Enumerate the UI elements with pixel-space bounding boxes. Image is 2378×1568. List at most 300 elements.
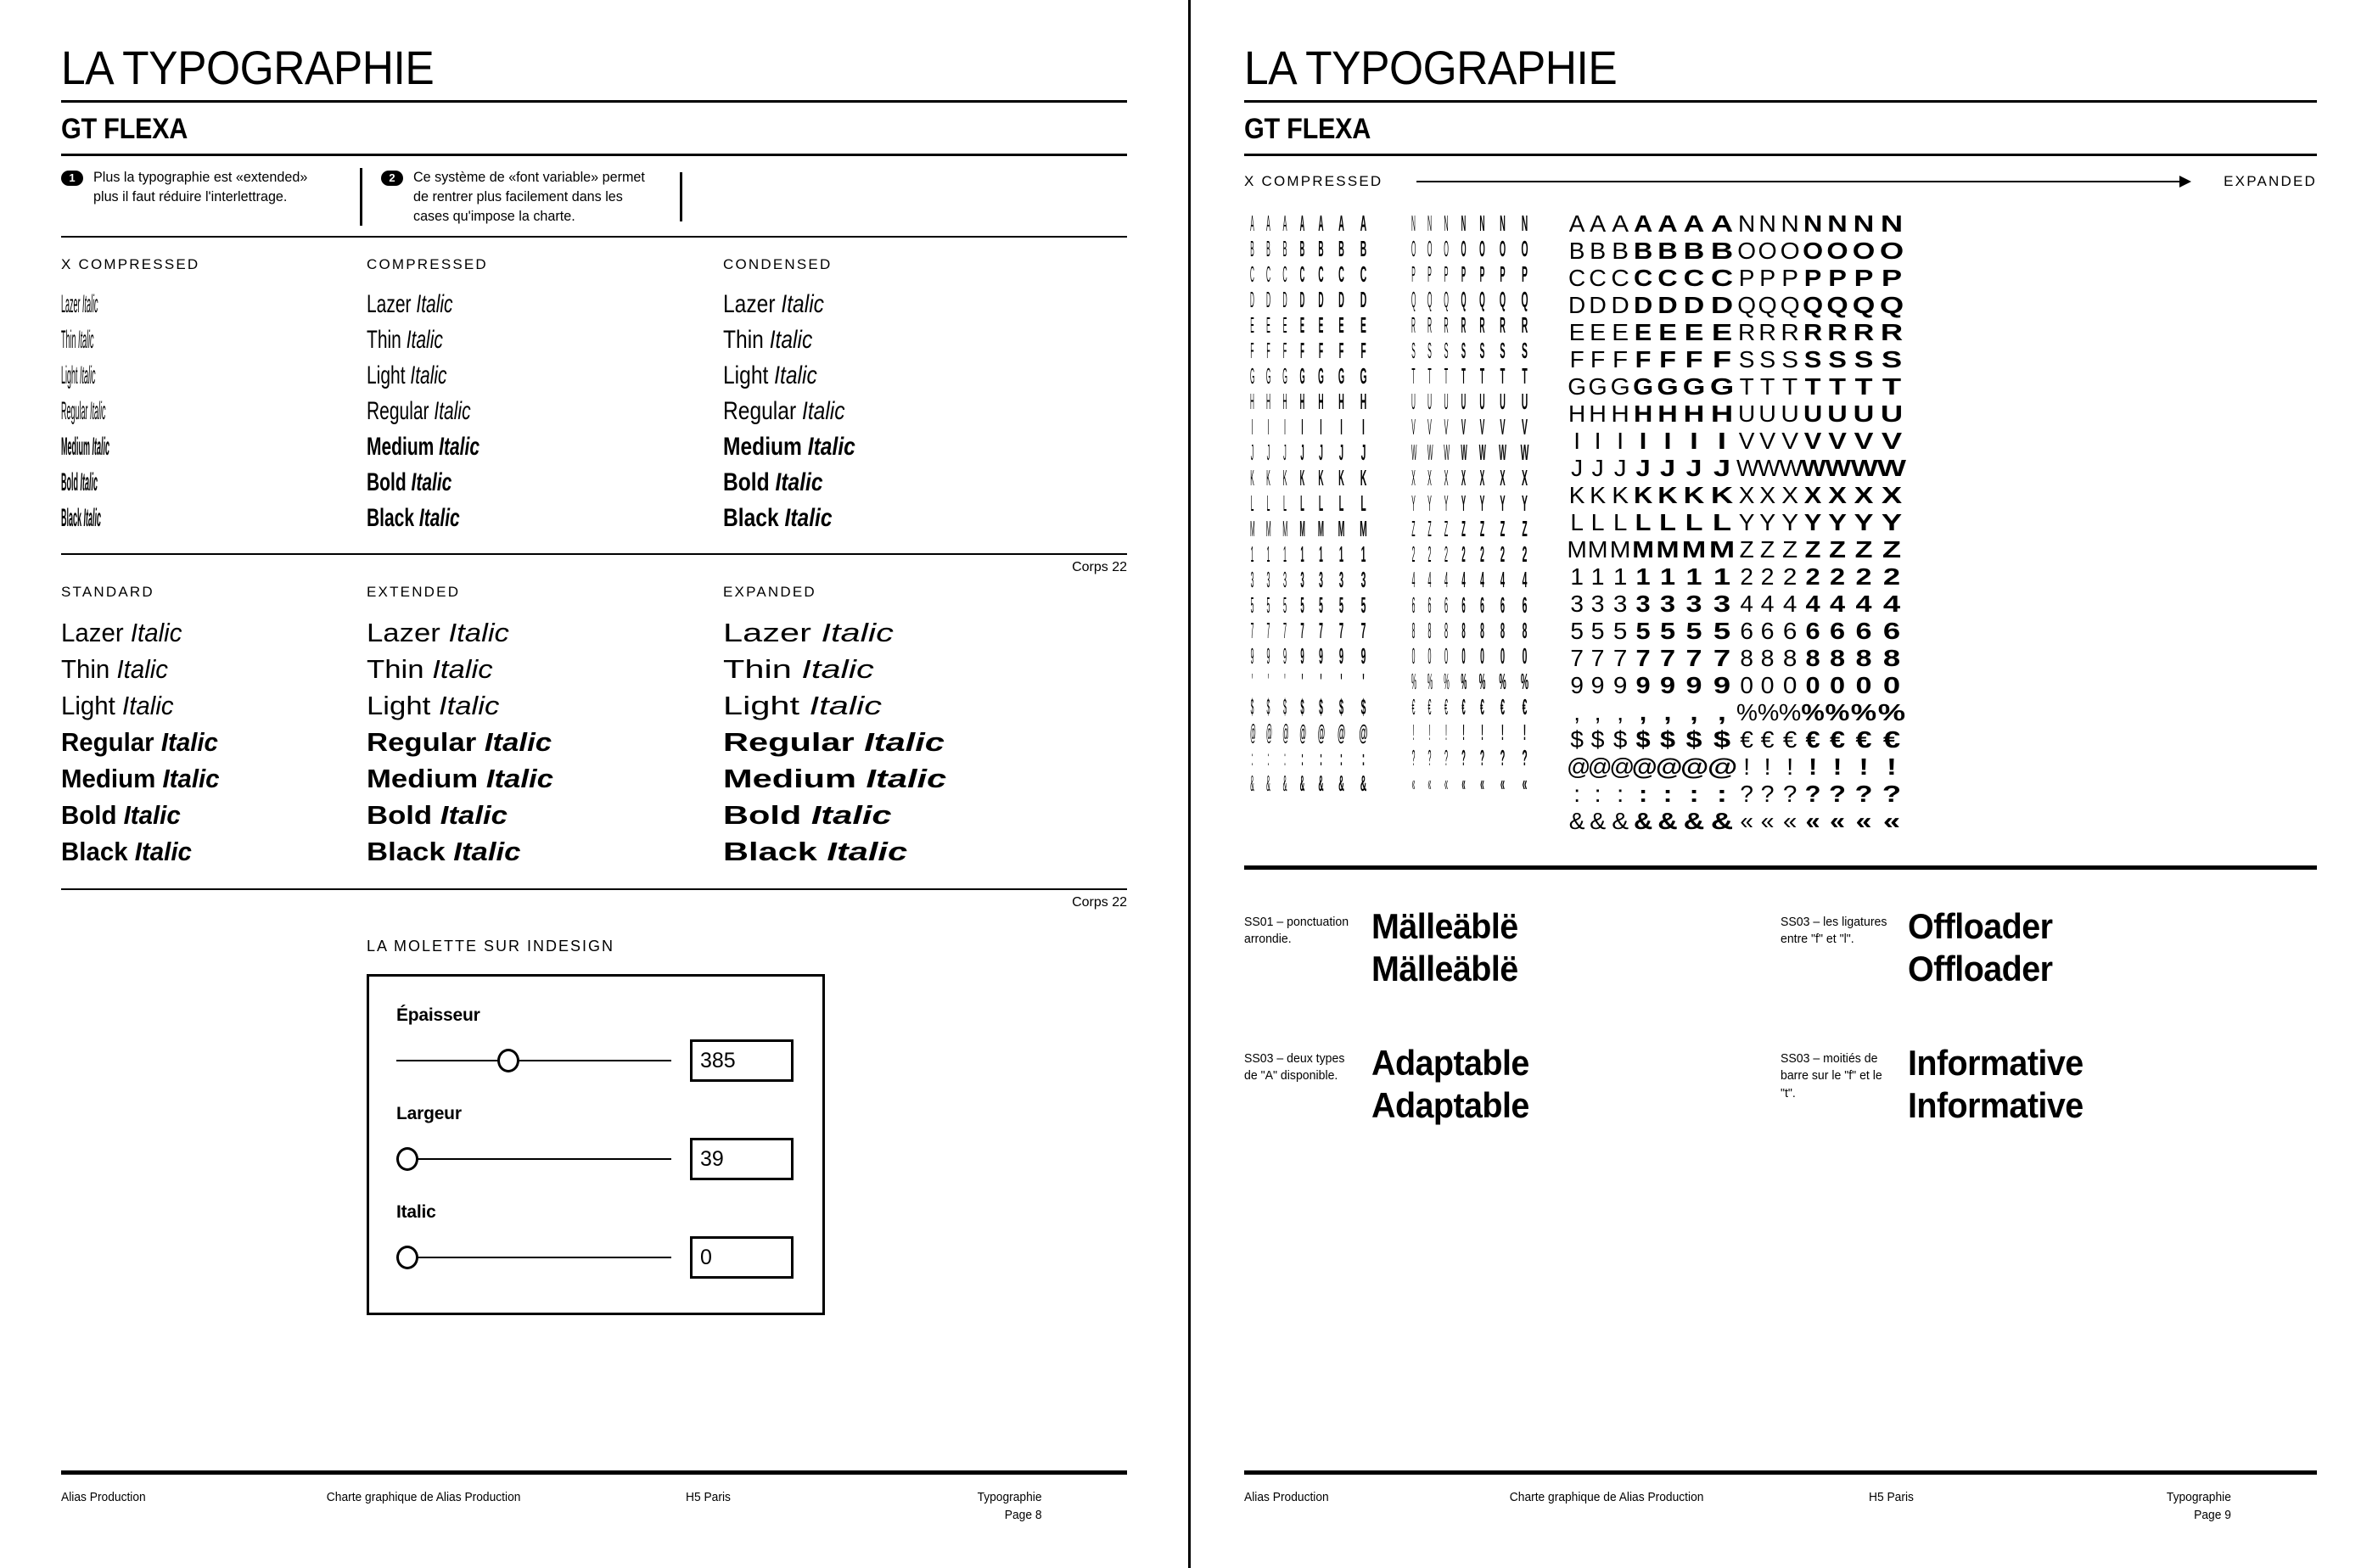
glyph-sample: & — [1633, 808, 1652, 834]
style-sample-row — [61, 656, 351, 692]
style-sample-row — [61, 765, 351, 802]
glyph-row — [1567, 266, 1736, 294]
style-sample-row — [723, 434, 1015, 470]
glyph-sample: $ — [1713, 726, 1731, 753]
glyph-sample: X — [1803, 482, 1822, 508]
glyph-sample: J — [1659, 455, 1675, 481]
slider-knob[interactable] — [497, 1049, 519, 1072]
stylistic-sets-grid — [1244, 905, 2317, 1179]
glyph-sample: 1 — [1282, 541, 1287, 567]
glyph-sample: E — [1611, 319, 1629, 345]
style-sample-row — [367, 506, 616, 541]
glyph-sample: O — [1444, 236, 1449, 261]
glyph-sample: 0 — [1480, 643, 1484, 669]
slider-block — [396, 1005, 794, 1104]
style-weight-name: Black — [61, 504, 84, 533]
glyph-sample: 8 — [1461, 618, 1466, 643]
glyph-sample: 0 — [1461, 643, 1466, 669]
glyph-sample: 6 — [1427, 592, 1432, 618]
glyph-sample: Q — [1852, 292, 1876, 318]
glyph-sample: D — [1657, 292, 1678, 318]
glyph-sample: A — [1657, 210, 1678, 237]
footer-page-number: Page 9 — [2194, 1508, 2231, 1522]
glyph-row — [1405, 390, 1567, 416]
style-italic-name: Italic — [775, 468, 823, 497]
glyph-sample: % — [1461, 669, 1467, 694]
glyph-sample: C — [1318, 261, 1324, 287]
glyph-sample: N — [1803, 210, 1822, 237]
glyph-sample: Y — [1522, 490, 1528, 516]
glyph-sample: O — [1780, 238, 1800, 264]
glyph-sample: H — [1299, 389, 1305, 414]
glyph-sample: A — [1360, 210, 1367, 236]
glyph-sample: N — [1853, 210, 1875, 237]
style-italic-name: Italic — [453, 837, 521, 867]
glyph-sample: @ — [1299, 720, 1306, 745]
glyph-sample: O — [1411, 236, 1416, 261]
glyph-sample: G — [1568, 373, 1587, 400]
glyph-sample: J — [1338, 440, 1344, 465]
glyph-sample: T — [1739, 373, 1754, 400]
glyph-sample: ' — [1284, 669, 1286, 694]
glyph-sample: 6 — [1782, 618, 1797, 644]
glyph-sample: 1 — [1300, 541, 1304, 567]
glyph-row — [1244, 772, 1405, 798]
glyph-sample: 8 — [1829, 645, 1845, 671]
style-sample-row — [61, 470, 153, 506]
glyph-sample: A — [1318, 210, 1324, 236]
glyph-sample: € — [1427, 694, 1432, 720]
footer-section — [944, 1488, 1042, 1524]
glyph-sample: 6 — [1480, 592, 1484, 618]
glyph-sample: & — [1657, 808, 1678, 834]
glyph-sample: X — [1479, 465, 1485, 490]
glyph-sample: Q — [1444, 287, 1449, 312]
glyph-row — [1736, 429, 1906, 456]
glyph-sample: Z — [1882, 536, 1902, 563]
glyph-row — [1405, 339, 1567, 365]
style-weight-name: Medium — [723, 764, 867, 794]
glyph-sample: J — [1266, 440, 1270, 465]
glyph-sample: A — [1683, 210, 1705, 237]
style-weight-name: Bold — [367, 800, 440, 831]
style-sample-row — [367, 470, 616, 506]
glyph-sample: V — [1781, 428, 1798, 454]
glyph-sample: D — [1318, 287, 1324, 312]
glyph-sample: R — [1758, 319, 1777, 345]
glyph-sample: U — [1411, 389, 1416, 414]
glyph-sample: & — [1590, 808, 1607, 834]
glyph-sample: D — [1338, 287, 1344, 312]
width-group-a — [61, 238, 1127, 541]
glyph-sample: C — [1299, 261, 1305, 287]
style-italic-name: Italic — [781, 290, 824, 319]
glyph-sample: X — [1427, 465, 1432, 490]
glyph-sample: , — [1690, 699, 1698, 725]
glyph-sample: N — [1780, 210, 1799, 237]
glyph-row — [1405, 747, 1567, 772]
glyph-sample: & — [1568, 808, 1585, 834]
glyph-sample: € — [1782, 726, 1797, 753]
style-italic-name: Italic — [448, 618, 509, 648]
glyph-row — [1567, 728, 1736, 755]
glyph-sample: D — [1710, 292, 1734, 318]
glyph-row — [1567, 348, 1736, 375]
glyph-row — [1405, 314, 1567, 339]
glyph-sample: V — [1522, 414, 1528, 440]
note-1-badge: 1 — [61, 171, 83, 186]
note-2-text: Ce système de «font variable» permet de rentrer plus facilement dans les cases qu'impose la charte. — [413, 169, 645, 224]
corps-label-a: Corps 22 — [1072, 560, 1127, 575]
glyph-sample: F — [1360, 338, 1366, 363]
glyph-sample: E — [1250, 312, 1254, 338]
glyph-sample: J — [1591, 455, 1605, 481]
style-weight-name: Black — [723, 504, 785, 533]
style-italic-name: Italic — [416, 290, 453, 319]
slider-track[interactable] — [396, 1245, 676, 1270]
width-column-standard — [61, 584, 367, 875]
glyph-sample: O — [1802, 238, 1823, 264]
glyph-sample: R — [1521, 312, 1528, 338]
note-1 — [61, 168, 360, 226]
glyph-sample: Z — [1411, 516, 1416, 541]
glyph-sample: 0 — [1855, 672, 1872, 698]
glyph-sample: G — [1588, 373, 1607, 400]
glyph-sample: % — [1499, 669, 1506, 694]
glyph-sample: ! — [1764, 753, 1771, 780]
glyph-sample: Q — [1780, 292, 1800, 318]
page-left — [0, 0, 1188, 1568]
slider-block — [396, 1202, 794, 1284]
glyph-sample: H — [1250, 389, 1254, 414]
glyph-sample: F — [1712, 346, 1732, 372]
glyph-sample: 4 — [1740, 591, 1753, 617]
glyph-sample: « — [1805, 808, 1820, 834]
glyph-sample: L — [1282, 490, 1287, 516]
glyph-sample: V — [1479, 414, 1485, 440]
glyph-sample: O — [1879, 238, 1904, 264]
glyph-sample: 7 — [1266, 618, 1270, 643]
glyph-sample: H — [1683, 400, 1705, 427]
glyph-sample: ! — [1743, 753, 1751, 780]
glyph-sample: 6 — [1882, 618, 1901, 644]
glyph-sample: H — [1282, 389, 1287, 414]
glyph-row — [1244, 670, 1405, 696]
stylistic-set-sample-default: Adaptable — [1371, 1043, 1529, 1084]
glyph-sample: L — [1318, 490, 1324, 516]
glyph-sample: Q — [1521, 287, 1528, 312]
style-weight-name: Bold — [367, 468, 412, 497]
glyph-row — [1567, 212, 1736, 239]
glyph-sample: E — [1360, 312, 1366, 338]
glyph-row — [1405, 670, 1567, 696]
stylistic-set-samples — [1371, 905, 1781, 989]
style-sample-row — [367, 363, 616, 399]
glyph-sample: 1 — [1590, 563, 1605, 590]
glyph-sample: 1 — [1612, 563, 1627, 590]
glyph-sample: ' — [1340, 669, 1343, 694]
glyph-sample: J — [1571, 455, 1584, 481]
glyph-row — [1405, 416, 1567, 441]
glyph-sample: : — [1716, 781, 1728, 807]
glyph-sample: H — [1633, 400, 1652, 427]
glyph-sample: , — [1639, 699, 1647, 725]
style-italic-name: Italic — [434, 397, 471, 426]
glyph-sample: $ — [1338, 694, 1344, 720]
style-italic-name: Italic — [769, 326, 813, 355]
glyph-sample: $ — [1590, 726, 1605, 753]
glyph-sample: 2 — [1500, 541, 1506, 567]
style-italic-name: Italic — [82, 290, 98, 319]
glyph-sample: I — [1639, 428, 1647, 454]
glyph-sample: G — [1318, 363, 1324, 389]
page-footer — [61, 1470, 1127, 1524]
glyph-sample: F — [1612, 346, 1628, 372]
glyph-sample: I — [1690, 428, 1698, 454]
glyph-sample: $ — [1570, 726, 1584, 753]
glyph-sample: ! — [1786, 753, 1793, 780]
page-title: LA TYPOGRAPHIE — [1244, 41, 1618, 94]
glyph-sample: Y — [1444, 490, 1449, 516]
glyph-sample: « — [1855, 808, 1872, 834]
glyph-sample: I — [1616, 428, 1624, 454]
style-sample-row — [367, 838, 766, 875]
glyph-sample: 4 — [1855, 591, 1872, 617]
glyph-sample: S — [1479, 338, 1485, 363]
glyph-sample: Q — [1879, 292, 1904, 318]
glyph-row — [1244, 212, 1405, 238]
glyph-sample: M — [1708, 536, 1736, 563]
glyph-sample: B — [1299, 236, 1305, 261]
glyph-sample: S — [1738, 346, 1755, 372]
glyph-sample: M — [1299, 516, 1305, 541]
glyph-sample: C — [1338, 261, 1344, 287]
glyph-sample: % — [1825, 699, 1850, 725]
glyph-sample: S — [1427, 338, 1432, 363]
glyph-sample: E — [1590, 319, 1607, 345]
slider-track-line — [396, 1257, 671, 1258]
glyph-sample: 6 — [1444, 592, 1449, 618]
style-weight-name: Lazer — [367, 290, 417, 319]
glyph-sample: 3 — [1360, 567, 1366, 592]
slider-value-input[interactable]: 385 — [690, 1039, 794, 1082]
glyph-sample: 5 — [1612, 618, 1627, 644]
glyph-row — [1244, 619, 1405, 645]
glyph-column — [1736, 212, 1906, 837]
glyph-row — [1244, 365, 1405, 390]
glyph-sample: Y — [1411, 490, 1416, 516]
stylistic-set-sample-alternate: Informative — [1908, 1084, 2084, 1125]
glyph-sample: V — [1803, 428, 1822, 454]
notes-end-bar — [680, 172, 682, 221]
glyph-sample: T — [1479, 363, 1485, 389]
glyph-sample: F — [1282, 338, 1287, 363]
glyph-row — [1736, 375, 1906, 402]
glyph-sample: K — [1360, 465, 1367, 490]
glyph-sample: A — [1266, 210, 1270, 236]
glyph-sample: 0 — [1882, 672, 1901, 698]
glyph-sample: 0 — [1427, 643, 1432, 669]
glyph-sample: B — [1266, 236, 1270, 261]
glyph-sample: R — [1827, 319, 1848, 345]
glyph-row — [1736, 538, 1906, 565]
style-sample-row — [367, 802, 766, 838]
glyph-sample: P — [1881, 265, 1903, 291]
glyph-row — [1405, 594, 1567, 619]
glyph-row — [1405, 772, 1567, 798]
glyph-sample: A — [1568, 210, 1585, 237]
glyph-sample: A — [1282, 210, 1287, 236]
glyph-row — [1405, 288, 1567, 314]
glyph-sample: I — [1594, 428, 1601, 454]
glyph-sample: L — [1250, 490, 1254, 516]
style-weight-name: Lazer — [61, 290, 83, 319]
slider-row — [396, 1236, 794, 1279]
glyph-sample: I — [1717, 428, 1727, 454]
glyph-sample: & — [1338, 770, 1344, 796]
glyph-sample: Q — [1427, 287, 1433, 312]
glyph-sample: O — [1521, 236, 1528, 261]
glyph-sample: Q — [1826, 292, 1848, 318]
glyph-sample: Q — [1461, 287, 1467, 312]
stylistic-set-samples — [1371, 1042, 1781, 1126]
glyph-row — [1567, 294, 1736, 321]
glyph-sample: H — [1360, 389, 1367, 414]
glyph-sample: P — [1759, 265, 1776, 291]
glyph-sample: D — [1299, 287, 1305, 312]
glyph-sample: L — [1712, 509, 1732, 535]
glyph-sample: C — [1710, 265, 1734, 291]
glyph-sample: M — [1587, 536, 1608, 563]
glyph-sample: 7 — [1300, 618, 1304, 643]
glyph-row — [1244, 263, 1405, 288]
glyph-sample: ! — [1832, 753, 1842, 780]
glyph-sample: U — [1427, 389, 1433, 414]
style-weight-name: Light — [723, 691, 810, 721]
glyph-sample: , — [1717, 699, 1727, 725]
glyph-row — [1567, 565, 1736, 592]
glyph-sample: X — [1500, 465, 1506, 490]
glyph-sample: 8 — [1855, 645, 1872, 671]
glyph-sample: 3 — [1570, 591, 1584, 617]
stylistic-set-samples — [1908, 905, 2317, 989]
glyph-sample: « — [1500, 770, 1506, 796]
glyph-sample: @ — [1317, 720, 1326, 745]
glyph-sample: 5 — [1659, 618, 1675, 644]
glyph-sample: R — [1479, 312, 1485, 338]
glyph-row — [1405, 263, 1567, 288]
glyph-sample: C — [1683, 265, 1705, 291]
glyph-sample: 2 — [1782, 563, 1797, 590]
slider-track[interactable] — [396, 1146, 676, 1172]
glyph-sample: Y — [1461, 490, 1467, 516]
glyph-sample: 6 — [1740, 618, 1753, 644]
glyph-sample: & — [1318, 770, 1324, 796]
slider-value-input[interactable]: 39 — [690, 1138, 794, 1180]
style-italic-name: Italic — [83, 504, 102, 533]
glyph-sample: K — [1657, 482, 1678, 508]
glyph-sample: € — [1444, 694, 1449, 720]
glyph-row — [1244, 339, 1405, 365]
glyph-sample: P — [1411, 261, 1416, 287]
glyph-sample: V — [1738, 428, 1755, 454]
glyph-sample: 7 — [1590, 645, 1605, 671]
glyph-sample: ' — [1362, 669, 1365, 694]
glyph-column — [1405, 212, 1567, 837]
slider-value-input[interactable]: 0 — [690, 1236, 794, 1279]
style-italic-name: Italic — [801, 654, 874, 685]
glyph-sample: 3 — [1590, 591, 1605, 617]
glyph-sample: ? — [1782, 781, 1797, 807]
glyph-sample: P — [1854, 265, 1874, 291]
glyph-sample: 7 — [1338, 618, 1344, 643]
glyph-sample: W — [1757, 455, 1781, 481]
glyph-sample: 4 — [1782, 591, 1797, 617]
glyph-sample: J — [1635, 455, 1651, 481]
glyph-row — [1736, 212, 1906, 239]
slider-knob[interactable] — [396, 1246, 418, 1269]
glyph-sample: , — [1594, 699, 1601, 725]
glyph-row — [1567, 511, 1736, 538]
glyph-sample: ? — [1882, 781, 1902, 807]
glyph-sample: : — [1573, 781, 1581, 807]
glyph-sample: 9 — [1300, 643, 1304, 669]
style-weight-name: Thin — [367, 326, 407, 355]
glyph-sample: B — [1657, 238, 1678, 264]
glyph-sample: T — [1882, 373, 1902, 400]
style-italic-name: Italic — [864, 727, 945, 758]
glyph-sample: Z — [1479, 516, 1485, 541]
glyph-sample: & — [1282, 770, 1287, 796]
glyph-sample: 3 — [1612, 591, 1627, 617]
glyph-row — [1567, 538, 1736, 565]
glyph-sample: 2 — [1411, 541, 1416, 567]
glyph-sample: I — [1320, 414, 1322, 440]
slider-knob[interactable] — [396, 1147, 418, 1171]
footer-rule — [61, 1470, 1127, 1475]
glyph-sample: 4 — [1480, 567, 1484, 592]
glyph-row — [1244, 238, 1405, 263]
glyph-sample: F — [1318, 338, 1324, 363]
glyph-sample: C — [1657, 265, 1678, 291]
glyph-sample: A — [1338, 210, 1344, 236]
glyph-sample: 5 — [1590, 618, 1605, 644]
stylistic-set-cell — [1781, 905, 2317, 1042]
glyph-sample: & — [1266, 770, 1270, 796]
glyph-row — [1405, 696, 1567, 721]
style-italic-name: Italic — [484, 727, 552, 758]
style-italic-name: Italic — [774, 361, 817, 390]
glyph-row — [1405, 721, 1567, 747]
page-title: LA TYPOGRAPHIE — [61, 41, 435, 94]
glyph-sample: U — [1461, 389, 1467, 414]
glyph-row — [1405, 238, 1567, 263]
glyph-row — [1244, 518, 1405, 543]
glyph-sample: 8 — [1522, 618, 1528, 643]
glyph-sample: 7 — [1612, 645, 1627, 671]
glyph-sample: 8 — [1411, 618, 1416, 643]
slider-track[interactable] — [396, 1048, 676, 1073]
glyph-sample: 9 — [1590, 672, 1605, 698]
glyph-sample: L — [1300, 490, 1304, 516]
glyph-sample: I — [1283, 414, 1287, 440]
glyph-sample: I — [1663, 428, 1672, 454]
glyph-sample: Y — [1738, 509, 1755, 535]
glyph-sample: « — [1461, 770, 1466, 796]
glyph-sample: € — [1760, 726, 1775, 753]
glyph-sample: K — [1710, 482, 1734, 508]
stylistic-set-cell — [1244, 1042, 1781, 1179]
